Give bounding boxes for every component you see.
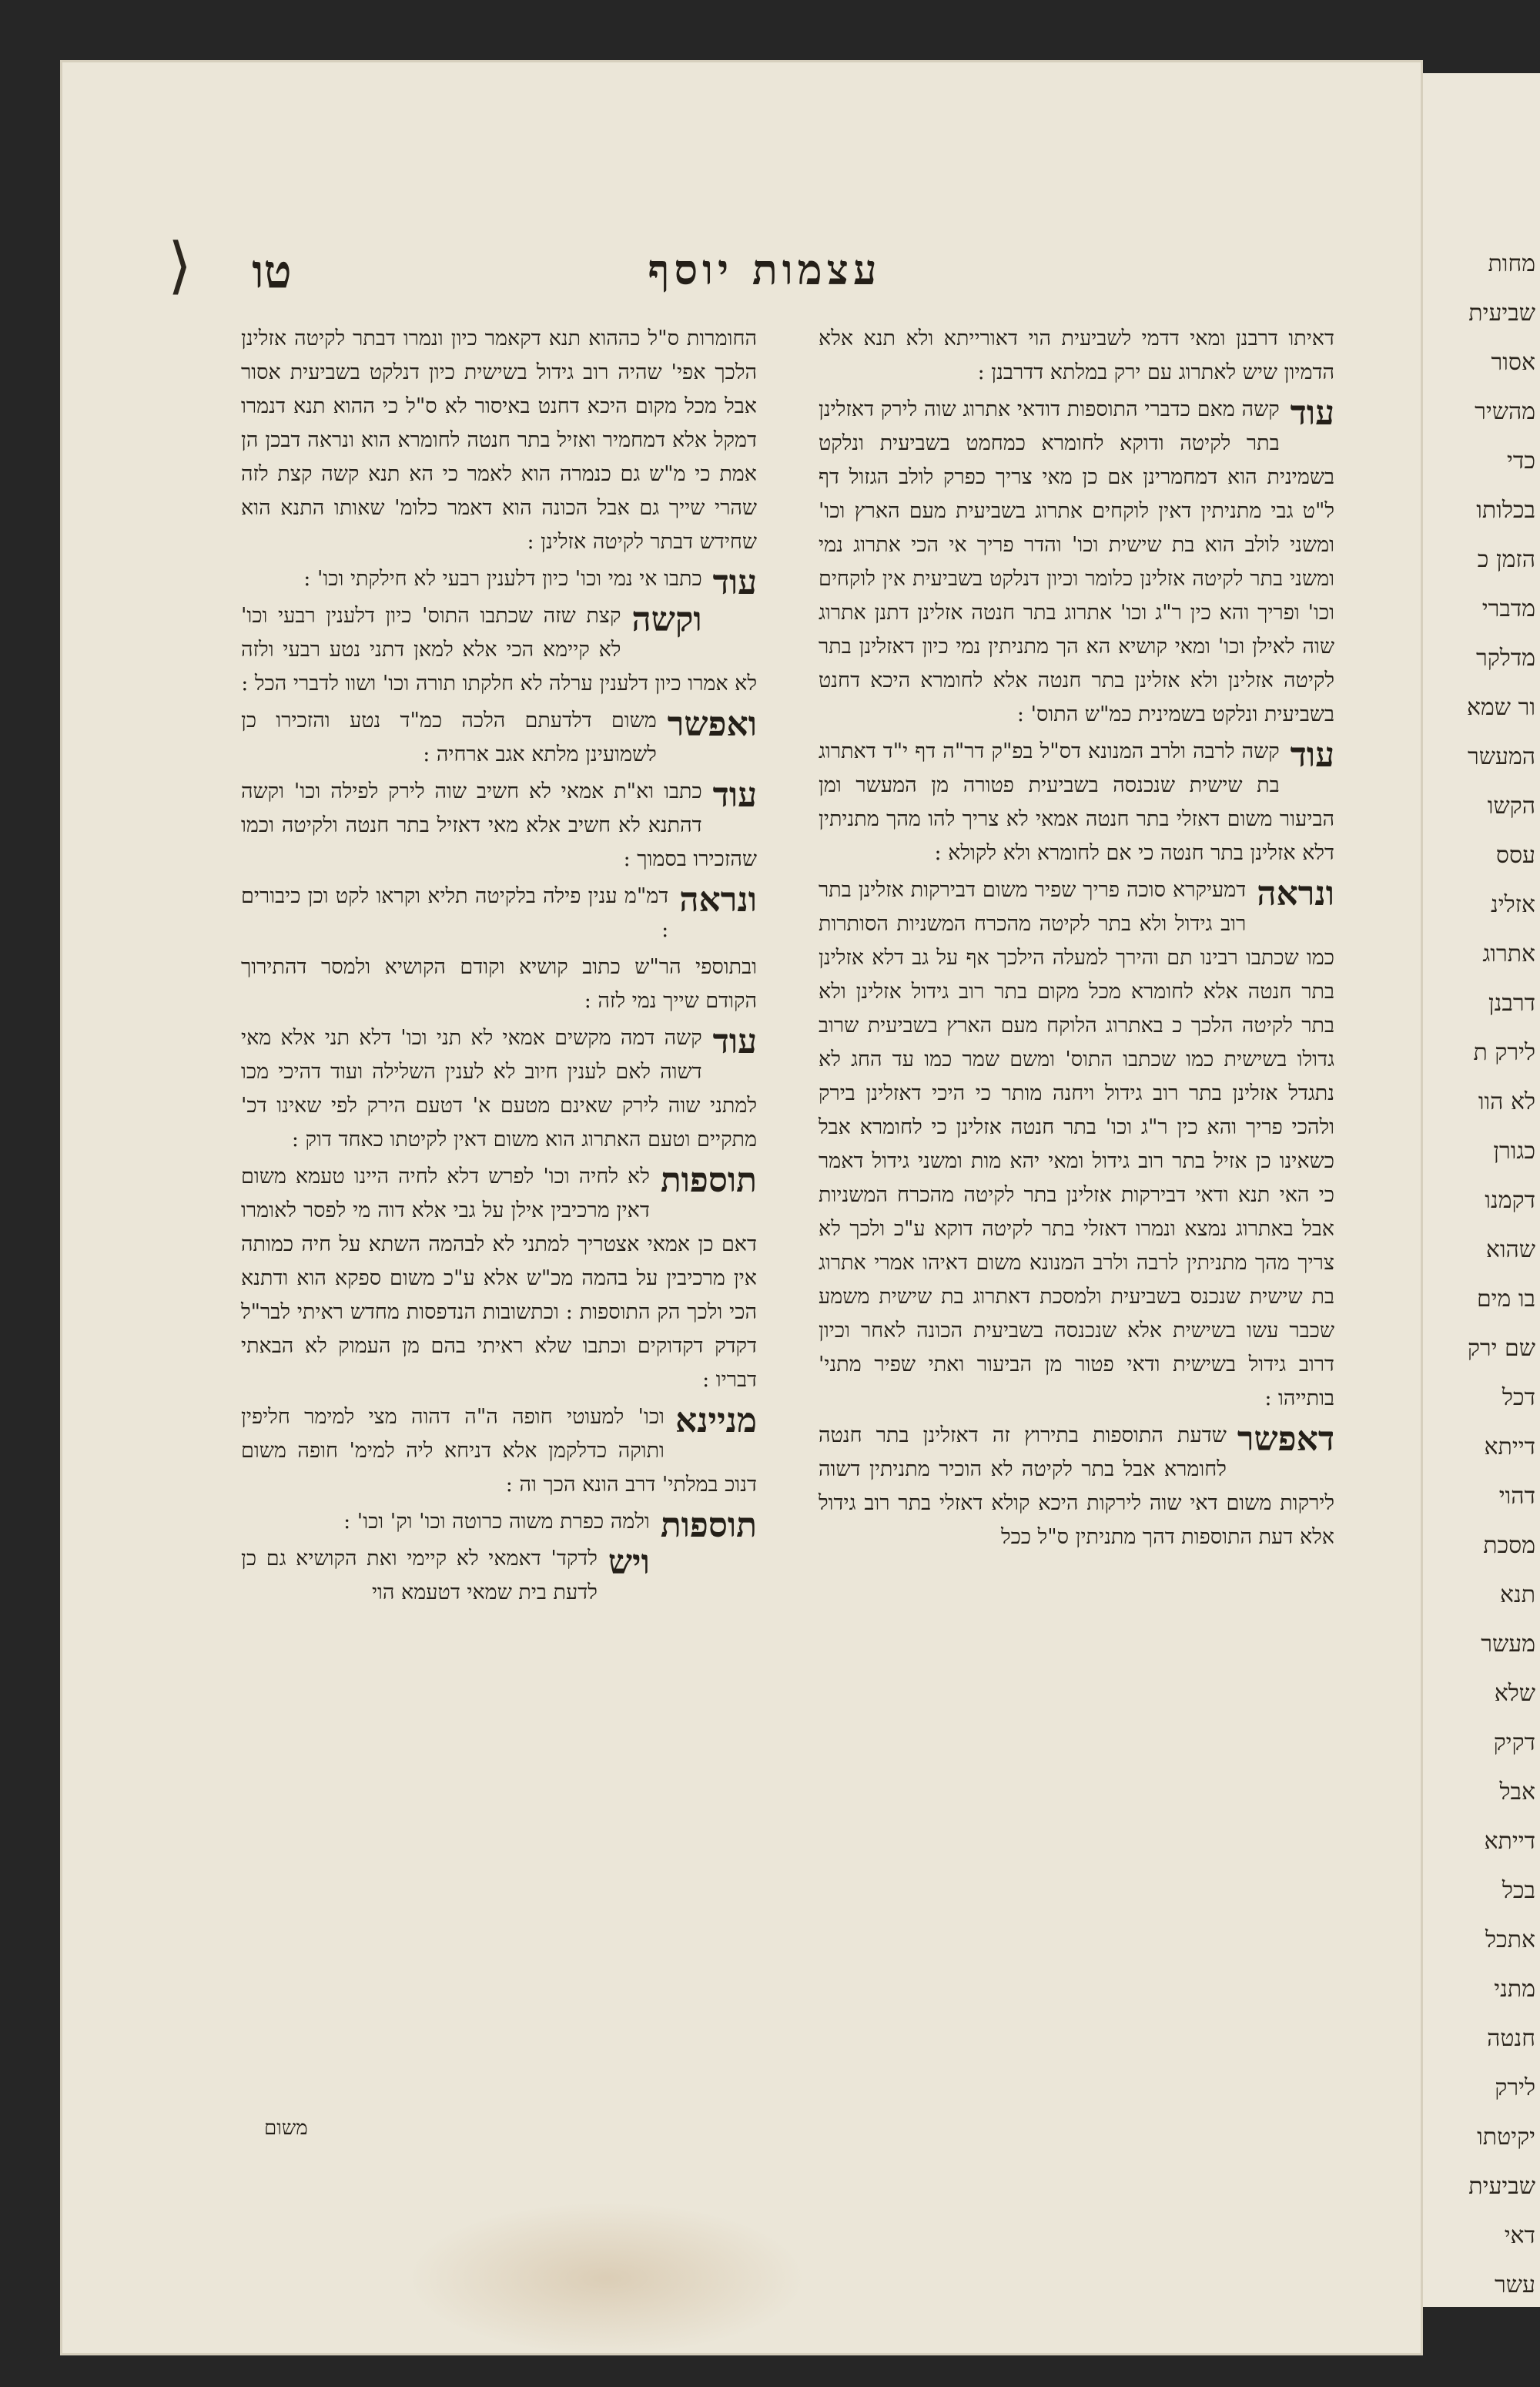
dibbur-hamatchil: עוד <box>1290 736 1334 775</box>
dibbur-hamatchil: וקשה <box>631 600 702 639</box>
dibbur-hamatchil: עוד <box>712 1022 757 1061</box>
paragraph-text: דאיתו דרבנן ומאי דדמי לשביעית הוי דאורייתא ולא תנא אלא הדמיון שיש לאתרוג עם ירק במלתא דדרבנן : <box>819 327 1334 384</box>
commentary-paragraph <box>241 1400 757 1502</box>
adjacent-page-fragment: בכל <box>1502 1877 1535 1904</box>
adjacent-page-fragment: לירק <box>1495 2074 1535 2101</box>
adjacent-page-fragment: הקשו <box>1487 793 1535 820</box>
running-title: עצמות יוסף <box>648 245 882 294</box>
paragraph-text: דמעיקרא סוכה פריך שפיר משום דבירקות אזלינן בתר רוב גידול ולא בתר לקיטה מהכרח המשניות הסותרות כמו שכתבו רבינו תם והירך למעלה הילכך אף על גב דלא אזלינן בתר חנטה אלא לחומרא מכל מקום בתר רוב גידול אזלינן ולא בתר לקיטה הלכך כ באתרוג הלוקח מעם הארץ בשביעית שרוב גדולו בשישית כמו שכתבו התוס' ומשם שמר כמו עד החג לא נתגדל אזלינן בתר רוב גידול ויחנה מותר כי היכי דאזלינן בירק ולהכי פריך והא כין ר"ג וכו' בתר חנטה אזלינן כי לחומרא אבל כשאינו כן אזיל בתר רוב גידול ומאי יהא מות ומשני גידול דאמר כי האי תנא ודאי דבירקות אזלינן בתר לקיטה מהכרח המשניות אבל באתרוג נמצא ונמרו דאזלי בתר לקיטה דוקא ע"כ ולכך לא צריך מהך מתניתין לרבה ולרב המנונא משום דאיהו אמרי אתרוג בת שישית שנכנס בשביעית ולמסכת דאתרוג בת שישית משמע שכבר עשו בשישית אלא שנכנסה בשביעית הכונה לאחר וכיון דרוב גידול בשישית ודאי פטור מן הביעור ואתי שפיר מתני' בותייהו : <box>819 878 1334 1410</box>
adjacent-page <box>1409 73 1540 2307</box>
folio-number: טו <box>252 245 292 299</box>
adjacent-page-fragment: עסס <box>1495 842 1535 869</box>
commentary-paragraph <box>241 1021 757 1157</box>
adjacent-page-fragment: דאי <box>1504 2222 1535 2249</box>
commentary-paragraph <box>241 1160 757 1397</box>
commentary-paragraph <box>241 704 757 772</box>
paragraph-text: ובתוספי הר"ש כתוב קושיא וקודם הקושיא ולמסר דהתירוך הקודם שייך נמי לזה : <box>241 955 757 1013</box>
paragraph-text: החומרות ס"ל כההוא תנא דקאמר כיון ונמרו דבתר לקיטה אזלינן הלכך אפי' שהיה רוב גידול בשישית כיון דנלקט בשביעית אסור אבל מכל מקום היכא דחנט באיסור לא ס"ל כי ההוא תנא דנמרו דמקל אלא דמחמיר ואזיל בתר חנטה לחומרא הוא ונראה דבכן הן אמת כי מ"ש גם כנמרה הוא לאמר כי הא תנא קשה קצת לזה שהרי שייך גם אבל הכונה הוא דאמר כלומ' שאותו התנא הוא שחידש דבתר לקיטה אזלינן : <box>241 327 757 554</box>
right-column <box>819 322 1334 2248</box>
adjacent-page-fragment: שם ירק <box>1467 1335 1535 1362</box>
commentary-paragraph <box>241 599 757 701</box>
paragraph-text: לדקד' דאמאי לא קיימי ואת הקושיא גם כן לדעת בית שמאי דטעמא הוי <box>241 1547 598 1604</box>
adjacent-page-fragment: דהוי <box>1498 1483 1535 1510</box>
left-column <box>241 322 757 2248</box>
adjacent-page-fragment: הזמן כ <box>1477 546 1535 573</box>
paragraph-text: שדעת התוספות בתירוץ זה דאזלינן בתר חנטה לחומרא אבל בתר לקיטה לא הוכיר מתניתין דשוה לירקות משום דאי שוה לירקות היכא קולא דאזלי בתר רוב גידול אלא דעת התוספות דהך מתניתין ס"ל ככל <box>819 1423 1334 1549</box>
adjacent-page-fragment: דייתא <box>1484 1433 1535 1460</box>
commentary-paragraph <box>241 322 757 559</box>
commentary-paragraph <box>819 1419 1334 1554</box>
commentary-paragraph <box>241 562 757 602</box>
paragraph-text: קשה דמה מקשים אמאי לא תני וכו' דלא תני אלא מאי דשוה לאם לענין חיוב לא לענין השלילה ועוד דהיכי מכו למתני שוה לירק שאינם מטעם א' דטעם הירק לפי שאינו דכ' מתקיים וטעם האתרוג הוא משום דאין לקיטתו כאחד דוק : <box>241 1026 757 1152</box>
dibbur-hamatchil: מניינא <box>675 1401 757 1440</box>
adjacent-page-fragment: אסור <box>1491 349 1535 376</box>
commentary-paragraph <box>241 950 757 1018</box>
running-header <box>168 191 1334 301</box>
adjacent-page-fragment: מעשר <box>1481 1631 1535 1658</box>
folio-bracket-mark: ⟨ <box>168 230 192 301</box>
dibbur-hamatchil: עוד <box>1290 394 1334 433</box>
paragraph-text: דמ"מ ענין פילה בלקיטה תליא וקראו לקט וכן כיבורים : <box>241 884 669 942</box>
commentary-paragraph <box>241 1542 757 1610</box>
dibbur-hamatchil: ואפשר <box>667 705 757 744</box>
adjacent-page-fragment: דרבנן <box>1488 990 1535 1017</box>
adjacent-page-fragment: אתרוג <box>1482 940 1535 967</box>
adjacent-page-fragment: כגורן <box>1493 1138 1535 1165</box>
dibbur-hamatchil: ונראה <box>1257 874 1334 914</box>
catchword: משום <box>264 2117 308 2140</box>
paragraph-text: קשה מאם כדברי התוספות דודאי אתרוג שוה לירק דאזלינן בתר לקיטה ודוקא לחומרא כמחמט בשביעית ונלקט בשמינית הוא דמחמרינן אם כן מאי צריך כפרק לולב הגזול דף ל"ט גבי מתניתין דאין לוקחים אתרוג בשביעית מעם הארץ וכו' ומשני לולב הוא בת שישית וכו' והדר פריך אי הכי אתרוג נמי ומשני בתר לקיטה אזלינן כלומר וכיון דנלקט בשביעית אין לוקחים וכו' ופריך והא כין ר"ג וכו' אתרוג בתר חנטה אזלינן דתנן אתרוג שוה לאילן וכו' ומאי קושיא הא הך מתניתין נמי כיון דאזלינן בתר לקיטה אזלינן ולא אזלינן בתר חנטה אלא לחומרא היכא דחנט בשביעית ונלקט בשמינית כמ"ש התוס' : <box>819 397 1334 726</box>
commentary-paragraph <box>241 1505 757 1545</box>
adjacent-page-fragment: מדלקר <box>1475 645 1535 672</box>
adjacent-page-fragment: שביעית <box>1468 300 1535 327</box>
commentary-paragraph <box>241 775 757 877</box>
paragraph-text: ולמה כפרת משוה כרוטה וכו' וק' וכו' : <box>343 1510 650 1534</box>
commentary-paragraph <box>819 322 1334 390</box>
adjacent-page-fragment: שהוא <box>1485 1236 1535 1263</box>
adjacent-page-fragment: אתכל <box>1485 1926 1535 1953</box>
adjacent-page-fragment: שביעית <box>1468 2173 1535 2200</box>
book-page <box>60 60 1423 2355</box>
page-text-area <box>168 191 1334 2255</box>
adjacent-page-fragment: לא הוו <box>1478 1088 1535 1115</box>
paragraph-text: לא לחיה וכו' לפרש דלא לחיה היינו טעמא משום דאין מרכיבין אילן על גבי אלא דוה מי לפסר לאומרו דאם כן אמאי אצטריך למתני לא לבהמה השתא על חיה כמותה אין מרכיבין על בהמה מכ"ש אלא ע"כ משום ספקא הוא ודתנא הכי ולכך הק התוספות : וכתשובות הנדפסות מחדש ראיתי לבר"ל דקדק דקדוקים וכתבו שלא ראיתי בהם מן העמוק לא הבאתי דבריו : <box>241 1165 757 1392</box>
adjacent-page-fragment: עשר <box>1495 2271 1535 2298</box>
adjacent-page-fragment: מדברי <box>1481 595 1535 622</box>
commentary-paragraph <box>819 393 1334 732</box>
adjacent-page-fragment: אזלינ <box>1490 891 1535 918</box>
paragraph-text: כתבו וא"ת אמאי לא חשיב שוה לירק לפילה וכו' וקשה דהתנא לא חשיב אלא מאי דאזיל בתר חנטה ולקיטה וכמו שהזכירו בסמוך : <box>241 779 757 871</box>
adjacent-page-fragment: בו מים <box>1476 1286 1535 1313</box>
paragraph-text: קצת שזה שכתבו התוס' כיון דלענין רבעי וכו' לא קיימא הכי אלא למאן דתני נטע רבעי ולזה לא אמרו כיון דלענין ערלה לא חלקתו תורה וכו' ושוו לדברי הכל : <box>241 604 757 696</box>
adjacent-page-fragment: מסכת <box>1483 1532 1535 1559</box>
dibbur-hamatchil: עוד <box>712 776 757 815</box>
adjacent-page-fragment: מתני <box>1494 1976 1535 2003</box>
commentary-paragraph <box>819 735 1334 870</box>
adjacent-page-fragment: אבל <box>1499 1779 1535 1805</box>
adjacent-page-fragment: מחות <box>1488 250 1535 277</box>
paragraph-text: וכו' למעוטי חופה ה"ה דהוה מצי למימר חליפין ותוקה כדלקמן אלא דניחא ליה למימ' חופה משום דנוכ במלתי' דרב הונא הכך וה : <box>241 1405 757 1497</box>
adjacent-page-fragment: דכל <box>1502 1384 1535 1411</box>
paragraph-text: כתבו אי נמי וכו' כיון דלענין רבעי לא חילקתי וכו' : <box>303 567 702 591</box>
adjacent-page-fragment: דקמנו <box>1485 1187 1535 1214</box>
adjacent-page-fragment: כדי <box>1507 448 1535 474</box>
paragraph-text: קשה לרבה ולרב המנונא דס"ל בפ"ק דר"ה דף י"ד דאתרוג בת שישית שנכנסה בשביעית פטורה מן המעשר ומן הביעור משום דאזלי בתר חנטה אמאי לא צריך להו מהך מתניתין דלא אזלינן בתר חנטה כי אם לחומרא ולא לקולא : <box>819 739 1334 865</box>
dibbur-hamatchil: ויש <box>608 1543 650 1582</box>
paragraph-text: משום דלדעתם הלכה כמ"ד נטע והזכירו כן לשמועינן מלתא אגב ארחיה : <box>241 709 657 766</box>
adjacent-page-fragment: דייתא <box>1484 1828 1535 1855</box>
dibbur-hamatchil: תוספות <box>660 1506 757 1545</box>
adjacent-page-fragment: תנא <box>1499 1581 1535 1608</box>
dibbur-hamatchil: ונראה <box>679 880 757 920</box>
commentary-paragraph <box>819 873 1334 1416</box>
commentary-paragraph <box>241 880 757 947</box>
dibbur-hamatchil: תוספות <box>660 1161 757 1200</box>
adjacent-page-fragment: דקיק <box>1493 1729 1535 1756</box>
adjacent-page-fragment: בכלותו <box>1476 497 1535 524</box>
dibbur-hamatchil: עוד <box>712 563 757 602</box>
adjacent-page-fragment: המעשר <box>1468 743 1535 770</box>
adjacent-page-fragment: יקיטתו <box>1477 2124 1535 2151</box>
adjacent-page-fragment: מהשיר <box>1475 398 1535 425</box>
adjacent-page-fragment: לירק ת <box>1473 1039 1535 1066</box>
adjacent-page-fragment: שלא <box>1494 1680 1535 1707</box>
dibbur-hamatchil: דאפשר <box>1237 1420 1334 1459</box>
adjacent-page-fragment: ור שמא <box>1467 694 1535 721</box>
adjacent-page-fragment: חנטה <box>1487 2025 1535 2052</box>
